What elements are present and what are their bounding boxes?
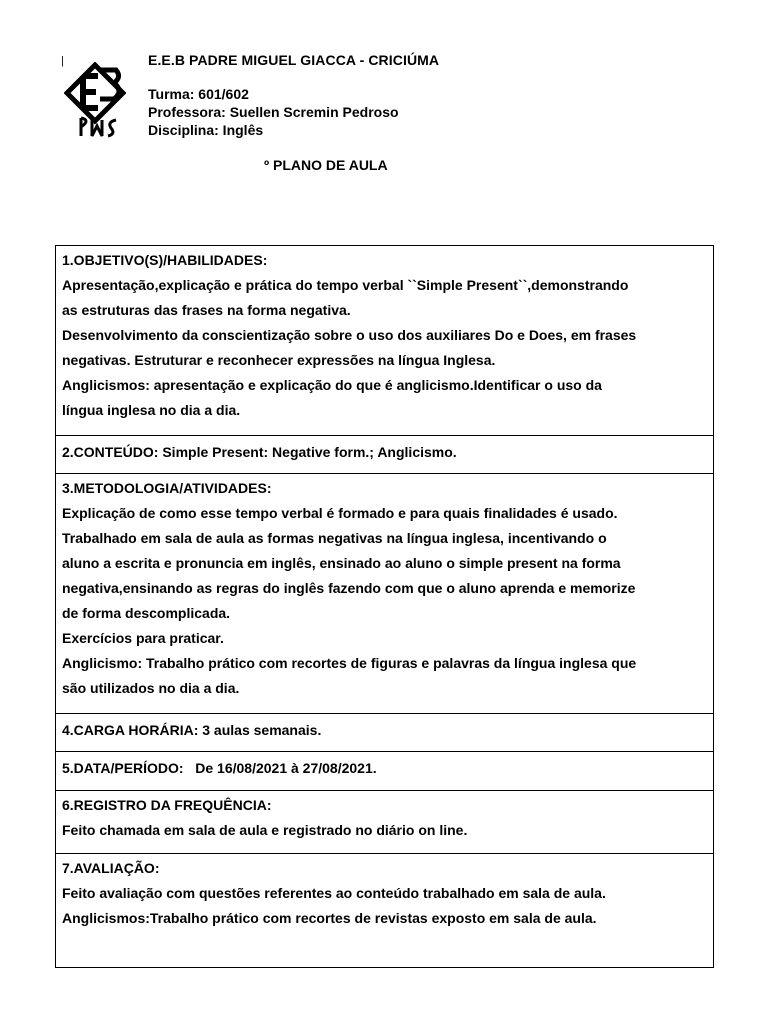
section-text: Apresentação,explicação e prática do tempo verbal ``Simple Present``,demonstrando (62, 277, 629, 293)
section-text: Anglicismos:Trabalho prático com recortes de revistas exposto em sala de aula. (62, 910, 597, 926)
disciplina-text: Disciplina: Inglês (148, 122, 264, 138)
section-text: negativas. Estruturar e reconhecer expressões na língua Inglesa. (62, 352, 496, 368)
section-heading: 7.AVALIAÇÃO: (62, 860, 160, 876)
section-text: negativa,ensinando as regras do inglês fazendo com que o aluno aprenda e memorize (62, 580, 636, 596)
section-heading: 6.REGISTRO DA FREQUÊNCIA: (62, 797, 272, 813)
header-marker: | (61, 55, 64, 67)
school-name: E.E.B PADRE MIGUEL GIACCA - CRICIÚMA (148, 52, 440, 68)
section-text: de forma descomplicada. (62, 605, 231, 621)
section-objetivos (56, 246, 713, 436)
section-text: Desenvolvimento da conscientização sobre o uso dos auxiliares Do e Does, em frases (62, 327, 637, 343)
section-registro-frequencia (56, 791, 713, 854)
section-text: aluno a escrita e pronuncia em inglês, ensinado ao aluno o simple present na forma (62, 555, 621, 571)
school-logo (64, 62, 126, 138)
section-heading: 4.CARGA HORÁRIA: 3 aulas semanais. (62, 722, 322, 738)
plan-title: º PLANO DE AULA (264, 157, 388, 173)
section-conteudo (56, 436, 713, 474)
class-info (148, 85, 399, 139)
section-metodologia (56, 474, 713, 714)
section-avaliacao (56, 854, 713, 967)
section-data-periodo (56, 752, 713, 791)
section-text: Feito avaliação com questões referentes ao conteúdo trabalhado em sala de aula. (62, 885, 606, 901)
section-text: Exercícios para praticar. (62, 630, 224, 646)
section-carga-horaria (56, 714, 713, 752)
section-text: Anglicismos: apresentação e explicação do que é anglicismo.Identificar o uso da (62, 377, 602, 393)
turma-text: Turma: 601/602 (148, 86, 249, 102)
section-text: Explicação de como esse tempo verbal é formado e para quais finalidades é usado. (62, 505, 618, 521)
section-heading: 1.OBJETIVO(S)/HABILIDADES: (62, 252, 268, 268)
section-text: língua inglesa no dia a dia. (62, 402, 241, 418)
section-text: Anglicismo: Trabalho prático com recortes de figuras e palavras da língua inglesa que (62, 655, 637, 671)
section-heading: 5.DATA/PERÍODO: De 16/08/2021 à 27/08/2021. (62, 760, 377, 776)
lesson-plan-table (55, 245, 714, 968)
professora-text: Professora: Suellen Scremin Pedroso (148, 104, 399, 120)
section-text: Trabalhado em sala de aula as formas negativas na língua inglesa, incentivando o (62, 530, 607, 546)
section-text: Feito chamada em sala de aula e registrado no diário on line. (62, 822, 468, 838)
section-heading: 3.METODOLOGIA/ATIVIDADES: (62, 480, 272, 496)
section-heading: 2.CONTEÚDO: Simple Present: Negative form.; Anglicismo. (62, 444, 457, 460)
section-text: as estruturas das frases na forma negativa. (62, 302, 351, 318)
section-text: são utilizados no dia a dia. (62, 680, 240, 696)
